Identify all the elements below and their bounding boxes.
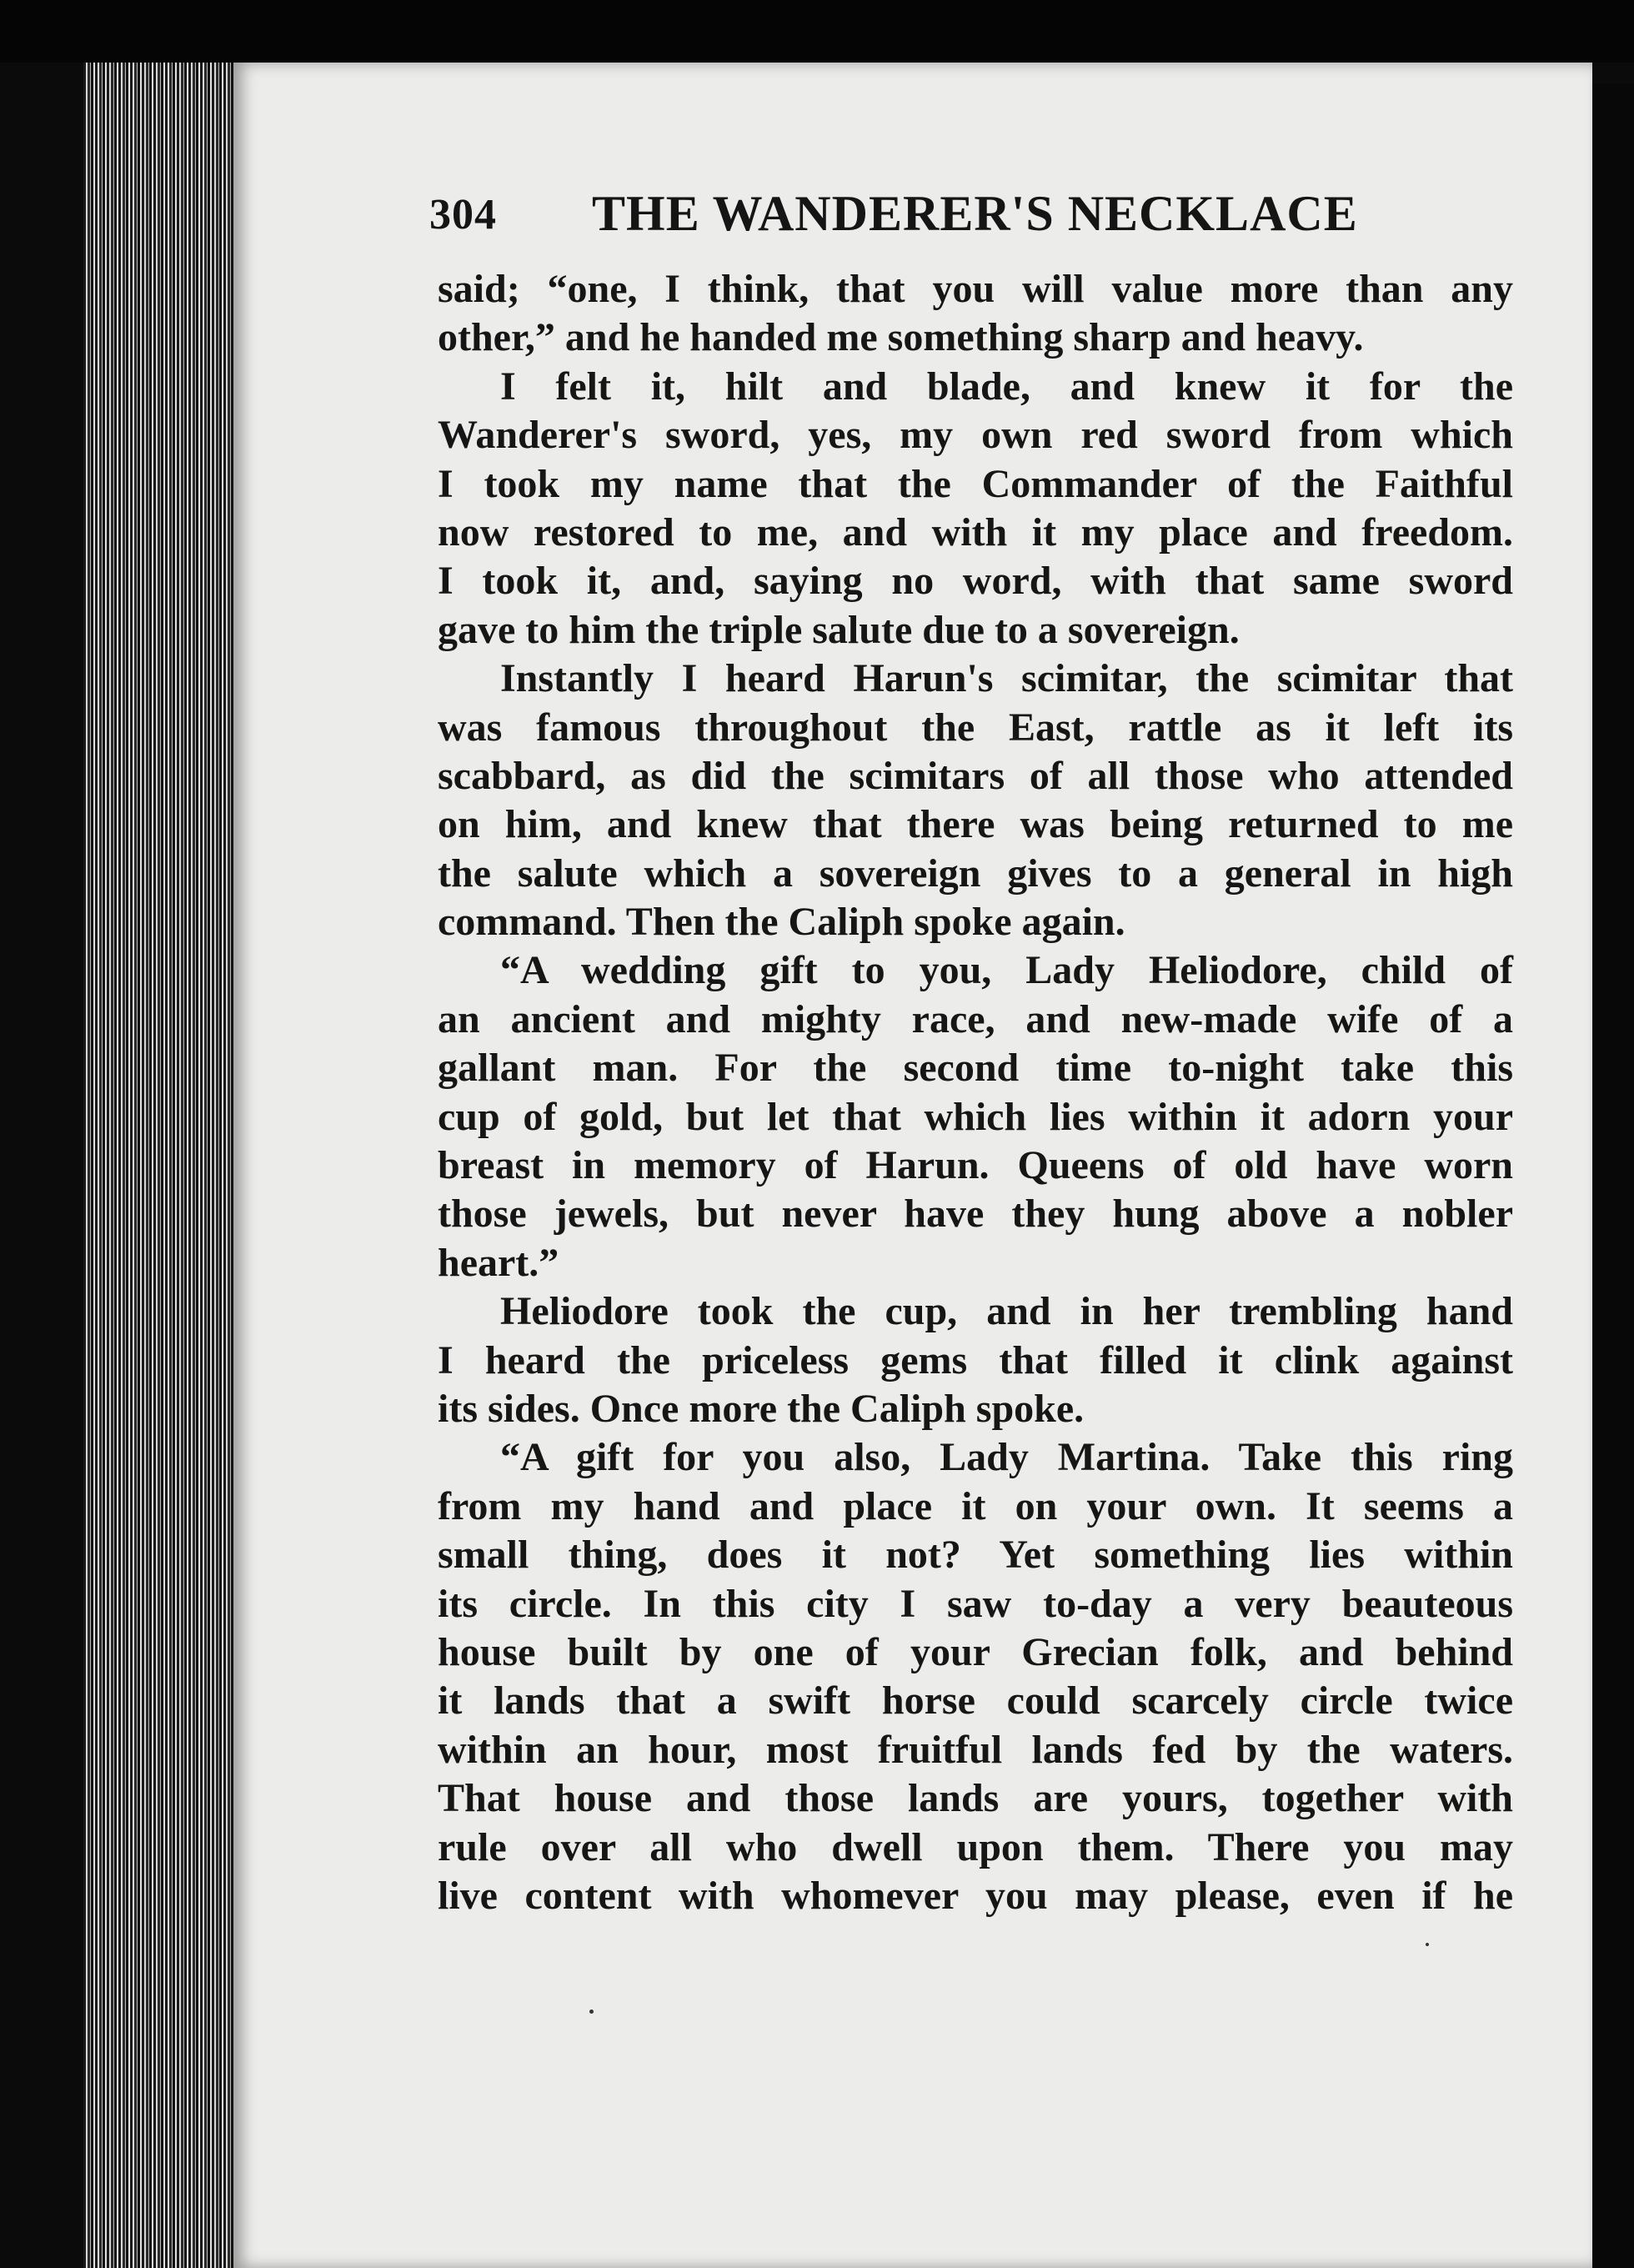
text-line: its sides. Once more the Caliph spoke. (438, 1386, 1085, 1431)
page-number: 304 (429, 191, 497, 238)
text-line: live content with whomever you may please, even if he (438, 1873, 1513, 1918)
text-line: cup of gold, but let that which lies within it adorn your (438, 1094, 1513, 1139)
text-line: it lands that a swift horse could scarcely circle twice (438, 1678, 1513, 1724)
running-header (429, 185, 1513, 252)
text-line: other,” and he handed me something sharp and heavy. (438, 315, 1364, 360)
scan-top-shadow (0, 0, 1634, 63)
page-edges (83, 63, 250, 2268)
text-line: “A wedding gift to you, Lady Heliodore, child of (500, 948, 1513, 993)
text-line: command. Then the Caliph spoke again. (438, 900, 1125, 945)
text-line: an ancient and mighty race, and new-made wife of a (438, 996, 1513, 1041)
text-line: “A gift for you also, Lady Martina. Take this ring (500, 1435, 1513, 1480)
text-line: That house and those lands are yours, together with (438, 1776, 1513, 1821)
text-line: house built by one of your Grecian folk, and behind (438, 1629, 1513, 1674)
text-line: scabbard, as did the scimitars of all those who attended (438, 753, 1513, 798)
text-line: I took my name that the Commander of the Faithful (438, 461, 1513, 506)
text-line: small thing, does it not? Yet something lies within (438, 1533, 1513, 1578)
text-line: the salute which a sovereign gives to a general in high (438, 850, 1513, 896)
text-line: rule over all who dwell upon them. There you may (438, 1824, 1513, 1869)
text-line: I felt it, hilt and blade, and knew it for the (500, 364, 1513, 409)
text-line: heart.” (438, 1240, 559, 1285)
text-line: breast in memory of Harun. Queens of old have worn (438, 1143, 1513, 1188)
text-line: gave to him the triple salute due to a sovereign. (438, 607, 1240, 652)
text-line: within an hour, most fruitful lands fed by the waters. (438, 1727, 1513, 1772)
scan-right-shadow (1592, 83, 1634, 2268)
text-line: I took it, and, saying no word, with that same sword (438, 559, 1513, 604)
text-line: from my hand and place it on your own. It seems a (438, 1483, 1513, 1528)
text-line: now restored to me, and with it my place and freedom. (438, 509, 1513, 554)
text-line: those jewels, but never have they hung above a nobler (438, 1192, 1513, 1237)
text-line: Wanderer's sword, yes, my own red sword from which (438, 413, 1513, 458)
text-line: its circle. In this city I saw to-day a very beauteous (438, 1581, 1513, 1626)
text-line: I heard the priceless gems that filled it clink against (438, 1337, 1513, 1382)
text-line: Heliodore took the cup, and in her trembling hand (500, 1289, 1513, 1334)
ink-speck (589, 2010, 594, 2014)
body-text (438, 265, 1513, 1920)
text-line: said; “one, I think, that you will value more than any (438, 267, 1513, 311)
text-line: gallant man. For the second time to-night take this (438, 1046, 1513, 1091)
book-title: THE WANDERER'S NECKLACE (592, 186, 1358, 241)
text-line: on him, and knew that there was being returned to me (438, 802, 1513, 847)
text-line: was famous throughout the East, rattle as it left its (438, 705, 1513, 750)
text-line: Instantly I heard Harun's scimitar, the scimitar that (500, 656, 1513, 701)
ink-speck (1426, 1943, 1429, 1946)
